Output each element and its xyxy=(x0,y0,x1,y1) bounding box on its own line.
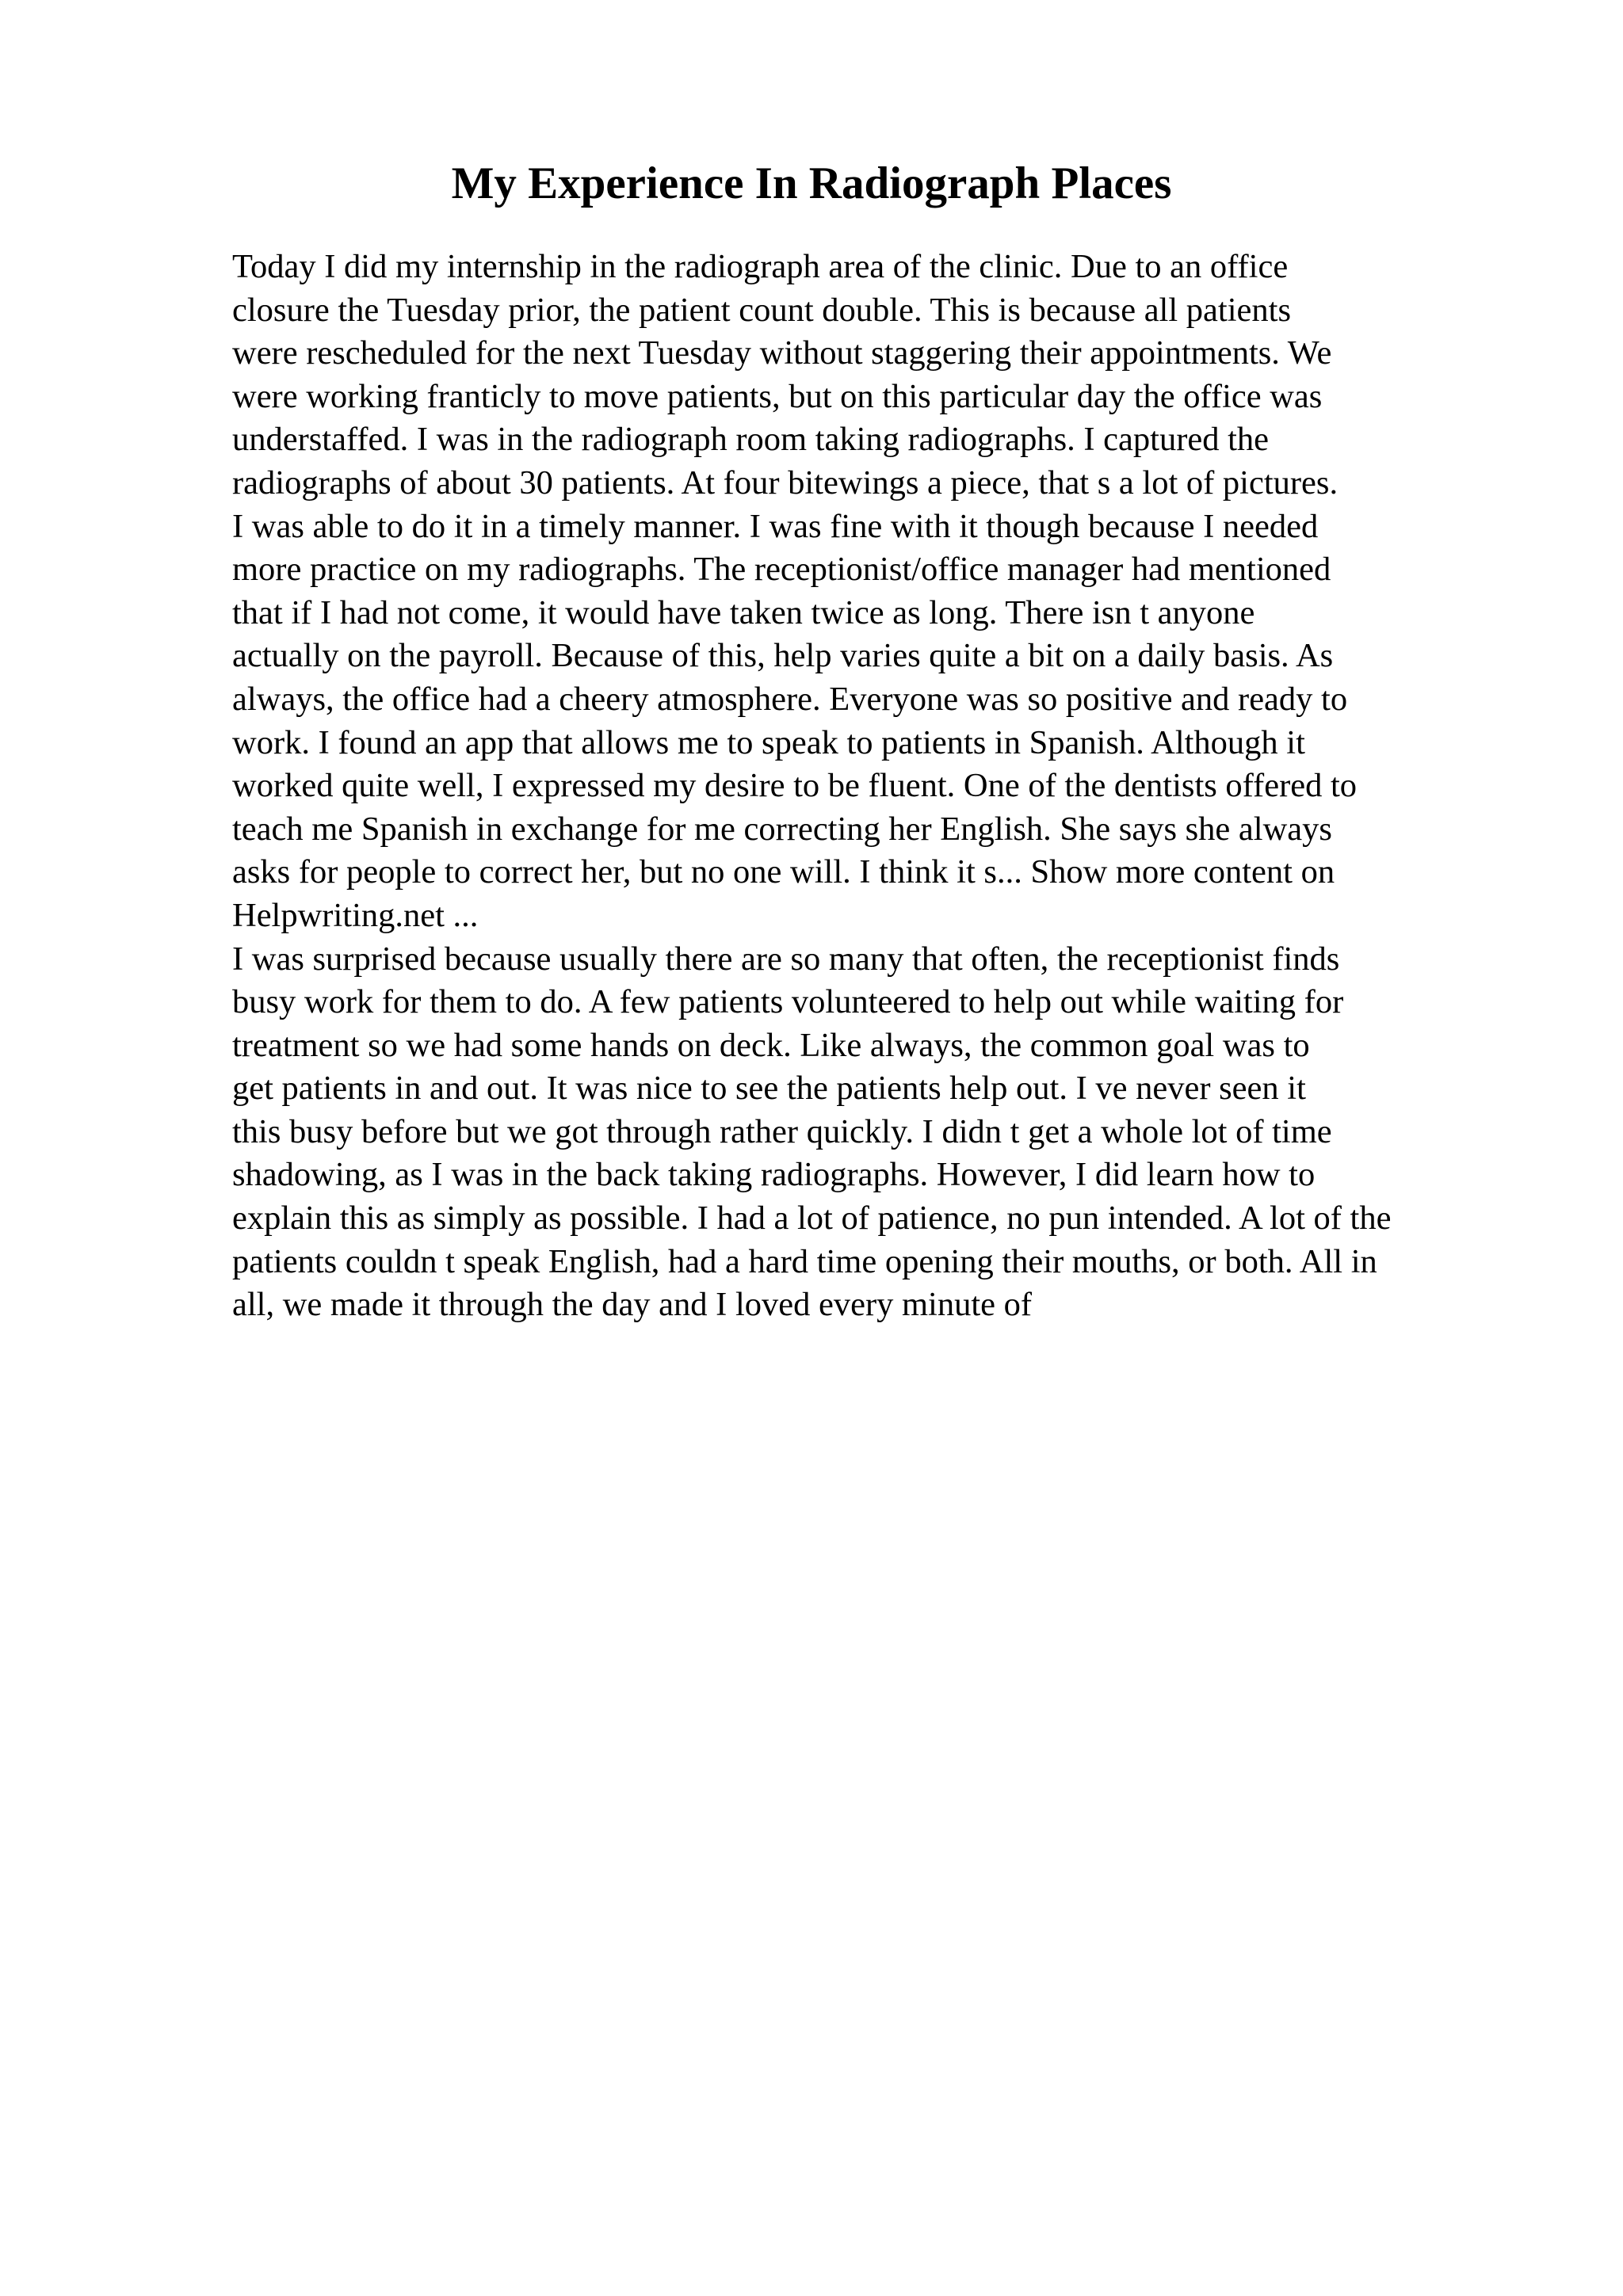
body-line: actually on the payroll. Because of this, help varies quite a bit on a daily basis. As xyxy=(232,637,1334,675)
body-line: I was surprised because usually there are so many that often, the receptionist finds xyxy=(232,940,1340,978)
body-line: I was able to do it in a timely manner. I was fine with it though because I needed xyxy=(232,507,1319,545)
body-line: teach me Spanish in exchange for me correcting her English. She says she always xyxy=(232,810,1332,848)
document-body xyxy=(232,246,1595,1327)
body-line: that if I had not come, it would have taken twice as long. There isn t anyone xyxy=(232,593,1255,631)
body-line: closure the Tuesday prior, the patient count double. This is because all patients xyxy=(232,291,1291,329)
body-line: work. I found an app that allows me to speak to patients in Spanish. Although it xyxy=(232,723,1305,761)
body-line: Helpwriting.net ... xyxy=(232,896,479,934)
body-line: were rescheduled for the next Tuesday without staggering their appointments. We xyxy=(232,334,1332,372)
body-line: get patients in and out. It was nice to see the patients help out. I ve never seen it xyxy=(232,1070,1306,1108)
body-line: shadowing, as I was in the back taking radiographs. However, I did learn how to xyxy=(232,1156,1316,1194)
body-line: more practice on my radiographs. The receptionist/office manager had mentioned xyxy=(232,551,1331,589)
body-line: always, the office had a cheery atmosphere. Everyone was so positive and ready to xyxy=(232,680,1348,718)
body-line: patients couldn t speak English, had a hard time opening their mouths, or both. All in xyxy=(232,1242,1377,1280)
body-line: explain this as simply as possible. I had a lot of patience, no pun intended. A lot of the xyxy=(232,1199,1392,1238)
body-line: all, we made it through the day and I loved every minute of xyxy=(232,1286,1033,1324)
body-line: busy work for them to do. A few patients volunteered to help out while waiting for xyxy=(232,983,1344,1021)
body-line: asks for people to correct her, but no one will. I think it s... Show more content on xyxy=(232,853,1335,891)
body-line: this busy before but we got through rather quickly. I didn t get a whole lot of time xyxy=(232,1112,1332,1150)
body-line: radiographs of about 30 patients. At four bitewings a piece, that s a lot of pictures. xyxy=(232,463,1338,502)
document-title: My Experience In Radiograph Places xyxy=(451,158,1172,208)
body-line: were working franticly to move patients, but on this particular day the office was xyxy=(232,377,1323,415)
body-line: treatment so we had some hands on deck. Like always, the common goal was to xyxy=(232,1026,1310,1064)
body-line: Today I did my internship in the radiograph area of the clinic. Due to an office xyxy=(232,248,1289,285)
body-line: understaffed. I was in the radiograph room taking radiographs. I captured the xyxy=(232,421,1270,459)
body-line: worked quite well, I expressed my desire to be fluent. One of the dentists offered to xyxy=(232,767,1358,805)
